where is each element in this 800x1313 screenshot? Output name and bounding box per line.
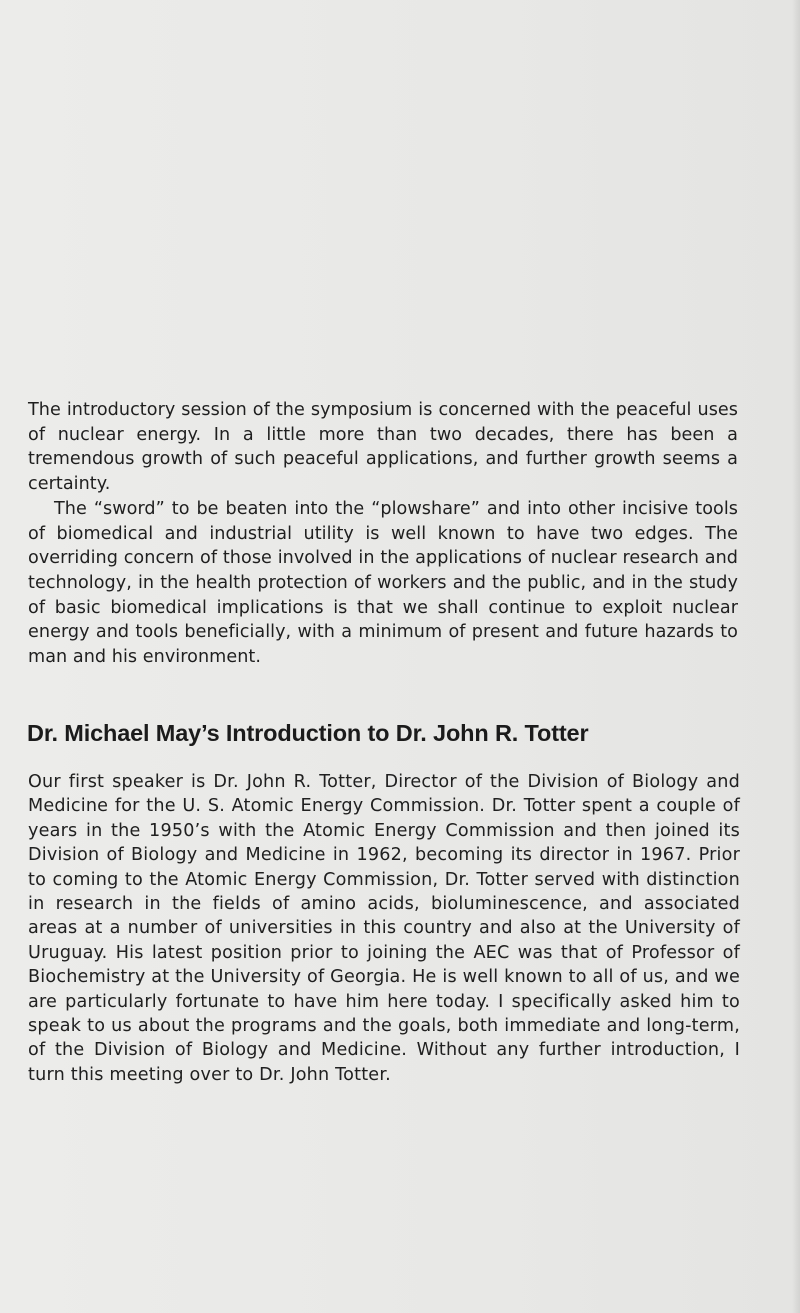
introduction-paragraph: Our first speaker is Dr. John R. Totter, Director of the Division of Biology and Medicine for the U. S. Atomic Energy Commission. Dr. Totter spent a couple of years in the 1950’s with the Atomic Energy Commission and then joined its Division of Biology and Medicine in 1962, becoming its director in 1967. Prior to coming to the Atomic Energy Commission, Dr. Totter served with distinction in research in the fields of amino acids, bioluminescence, and associated areas at a number of universities in this country and also at the University of Uruguay. His latest position prior to joining the AEC was that of Professor of Biochemistry at the University of Georgia. He is well known to all of us, and we are particularly fortunate to have him here today. I specifically asked him to speak to us about the programs and the goals, both immediate and long-term, of the Division of Biology and Medicine. Without any further introduction, I turn this meeting over to Dr. John Totter. bbox=[28, 772, 740, 1085]
session-text-block bbox=[28, 398, 738, 670]
session-paragraph-2: The “sword” to be beaten into the “plowshare” and into other incisive tools of biomedical and industrial utility is well known to have two edges. The overriding concern of those involved in the applications of nuclear research and technology, in the health protection of workers and the public, and in the study of basic biomedical implications is that we shall continue to exploit nuclear energy and tools beneficially, with a minimum of present and future hazards to man and his environment. bbox=[28, 498, 738, 668]
introduction-text-block bbox=[28, 770, 740, 1087]
page-edge-shadow bbox=[792, 0, 800, 1313]
introduction-heading: Dr. Michael May’s Introduction to Dr. John R. Totter bbox=[27, 720, 589, 746]
session-paragraph-1: The introductory session of the symposium is concerned with the peaceful uses of nuclear energy. In a little more than two decades, there has been a tremendous growth of such peaceful applications, and further growth seems a certainty. bbox=[28, 400, 738, 495]
